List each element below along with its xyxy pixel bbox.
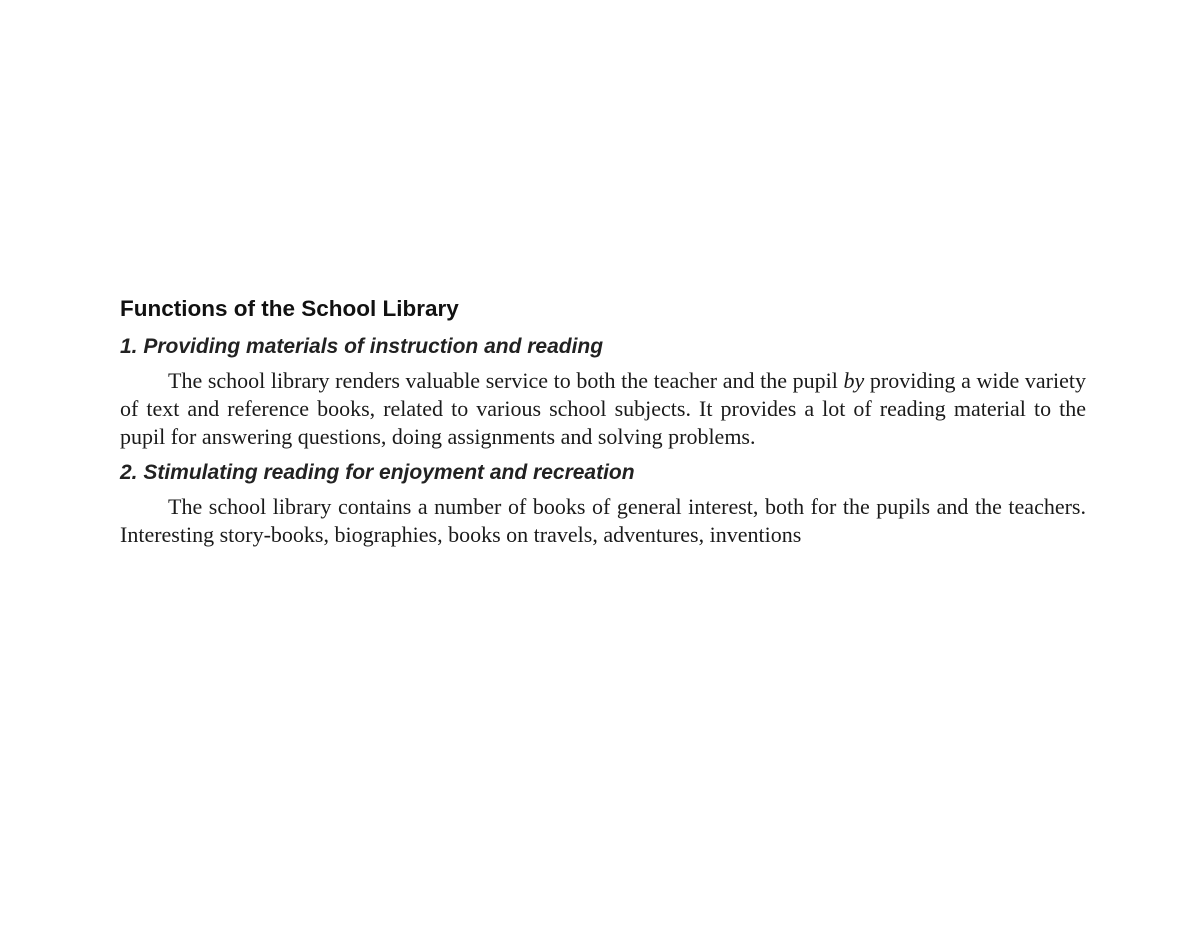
section-paragraph: The school library contains a number of books of general interest, both for the pupils and the teachers. Interesting story-books, biographies, books on travels, adventures, inventions [120,494,1086,547]
paragraph-emphasis: by [843,368,865,393]
section-heading: 2. Stimulating reading for enjoyment and recreation [120,461,635,484]
section-paragraph [120,367,1086,451]
document-page [120,294,1086,558]
paragraph-text: providing a wide variety of text and reference books, related to various school subjects. It provides a lot of reading material to the pupil for answering questions, doing assignments and solving problems. [120,368,1086,449]
section-providing-materials [120,334,1086,451]
page-title: Functions of the School Library [120,296,459,321]
paragraph-text: The school library renders valuable service to both the teacher and the pupil [168,368,844,393]
section-heading: 1. Providing materials of instruction and reading [120,335,604,358]
section-stimulating-reading [120,460,1086,549]
